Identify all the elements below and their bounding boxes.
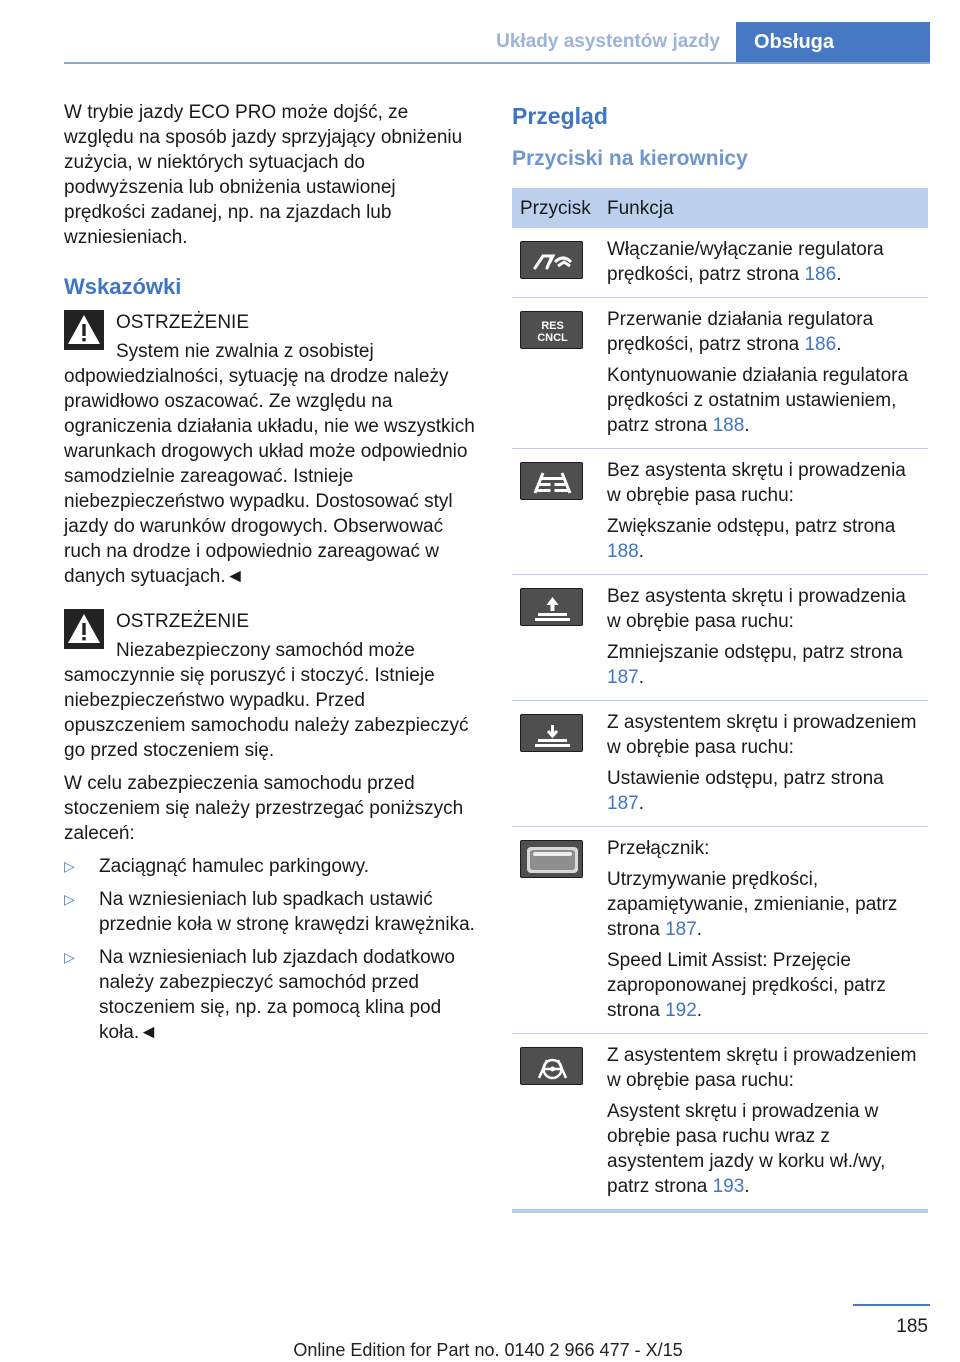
- edition-footer: Online Edition for Part no. 0140 2 966 477 - X/15: [293, 1340, 683, 1360]
- bullet-triangle-icon: ▷: [64, 858, 75, 874]
- page-reference-link[interactable]: 187: [607, 667, 639, 688]
- sentence-end: .: [836, 334, 842, 355]
- function-line: [607, 640, 920, 690]
- function-text: Utrzymywanie prędkości, zapamiętywanie, zmienianie, patrz strona: [607, 869, 898, 940]
- page-reference-link[interactable]: 193: [712, 1176, 745, 1197]
- function-line: [607, 307, 920, 357]
- sentence-end: .: [836, 264, 842, 285]
- warning-block-2: [64, 609, 478, 763]
- function-text: Z asystentem skrętu i prowadzeniem w obrębie pasa ruchu:: [607, 712, 917, 758]
- cruise-control-onoff-icon: [520, 241, 583, 279]
- function-text: Przerwanie działania regulatora prędkości, patrz strona: [607, 309, 874, 355]
- button-cell: [512, 1034, 599, 1212]
- bullet-list: [64, 854, 478, 1045]
- function-line: [607, 458, 920, 508]
- button-cell: [512, 575, 599, 701]
- table-row: [512, 228, 928, 298]
- page-reference-link[interactable]: 186: [804, 264, 837, 285]
- page-reference-link[interactable]: 192: [665, 1000, 697, 1021]
- page-reference-link[interactable]: 187: [607, 793, 639, 814]
- steering-buttons-table: [512, 188, 928, 1213]
- distance-increase-icon: [520, 462, 583, 500]
- table-row: [512, 827, 928, 1034]
- warning-triangle-icon: [64, 609, 104, 649]
- function-cell: [599, 827, 928, 1034]
- list-item: [64, 887, 478, 937]
- function-cell: [599, 575, 928, 701]
- sentence-end: .: [696, 1000, 703, 1021]
- function-cell: [599, 228, 928, 298]
- sentence-end: .: [744, 1176, 750, 1197]
- button-cell: [512, 701, 599, 827]
- warning-label: OSTRZEŻENIE: [116, 611, 250, 632]
- function-line: [607, 237, 920, 287]
- secure-intro-paragraph: W celu zabezpieczenia samochodu przed stoczeniem się należy przestrzegać poniższych zaleceń:: [64, 773, 464, 844]
- function-cell: [599, 701, 928, 827]
- left-column: [64, 100, 478, 1053]
- subheading-steering-buttons: Przyciski na kierownicy: [512, 147, 748, 170]
- function-text: Asystent skrętu i prowadzenia w obrębie pasa ruchu wraz z asystentem jazdy w korku wł./wy, patrz strona: [607, 1101, 886, 1197]
- function-text: Zmniejszanie odstępu, patrz strona: [607, 642, 903, 663]
- running-header-section: Układy asystentów jazdy: [496, 31, 720, 52]
- page-reference-link[interactable]: 188: [607, 541, 639, 562]
- footer-rule: [853, 1304, 930, 1306]
- icon-label-cncl: CNCL: [537, 332, 568, 344]
- sentence-end: .: [638, 793, 644, 814]
- function-text: Bez asystenta skrętu i prowadzenia w obrębie pasa ruchu:: [607, 460, 906, 506]
- function-cell: [599, 1034, 928, 1212]
- function-text: Przełącznik:: [607, 838, 710, 859]
- right-column: [512, 100, 928, 1213]
- table-row: [512, 1034, 928, 1212]
- res-cncl-icon: [520, 311, 583, 349]
- column-header-button: Przycisk: [512, 188, 599, 228]
- warning-text: System nie zwalnia z osobistej odpowiedzialności, sytuację na drodze należy prawidłowo oszacować. Ze względu na ograniczenia działania układu, nie we wszystkich warunkach drogowych układ może odpowiednio samodzielnie zareagować. Istnieje niebezpieczeństwo wypadku. Dostosować styl jazdy do warunków drogowych. Obserwować ruch na drodze i odpowiednio zareagować w danych sytuacjach.◄: [64, 341, 475, 587]
- rocker-switch-icon: [520, 840, 583, 878]
- distance-setting-icon: [520, 714, 583, 752]
- section-heading-wskazowki: Wskazówki: [64, 274, 182, 299]
- button-cell: [512, 449, 599, 575]
- list-item-text: Zaciągnąć hamulec parkingowy.: [99, 856, 370, 877]
- intro-paragraph: W trybie jazdy ECO PRO może dojść, ze względu na sposób jazdy sprzyjający obniżeniu zużycia, w niektórych sytuacjach do podwyższenia lub obniżenia ustawionej prędkości zadanej, np. na zjazdach lub wzniesieniach.: [64, 102, 463, 248]
- icon-label-res: RES: [541, 320, 564, 332]
- bullet-triangle-icon: ▷: [64, 949, 75, 965]
- bullet-triangle-icon: ▷: [64, 891, 75, 907]
- function-line: [607, 584, 920, 634]
- sentence-end: .: [638, 541, 644, 562]
- function-text: Kontynuowanie działania regulatora prędkości z ostatnim ustawieniem, patrz strona: [607, 365, 909, 436]
- steering-assistant-icon: [520, 1047, 583, 1085]
- table-row: [512, 449, 928, 575]
- button-cell: [512, 298, 599, 449]
- distance-decrease-icon: [520, 588, 583, 626]
- list-item: [64, 945, 478, 1045]
- table-header-row: [512, 188, 928, 228]
- sentence-end: .: [696, 919, 703, 940]
- function-text: Bez asystenta skrętu i prowadzenia w obrębie pasa ruchu:: [607, 586, 906, 632]
- page-reference-link[interactable]: 187: [665, 919, 697, 940]
- page-reference-link[interactable]: 186: [804, 334, 837, 355]
- function-line: [607, 836, 920, 861]
- function-text: Włączanie/wyłączanie regulatora prędkości, patrz strona: [607, 239, 884, 285]
- function-cell: [599, 298, 928, 449]
- function-line: [607, 1099, 920, 1199]
- button-cell: [512, 827, 599, 1034]
- button-cell: [512, 228, 599, 298]
- warning-block-1: [64, 310, 478, 589]
- sentence-end: .: [744, 415, 750, 436]
- list-item-text: Na wzniesieniach lub spadkach ustawić przednie koła w stronę krawędzi krawężnika.: [99, 889, 475, 935]
- function-line: [607, 1043, 920, 1093]
- function-line: [607, 710, 920, 760]
- section-heading-przeglad: Przegląd: [512, 103, 608, 129]
- function-cell: [599, 449, 928, 575]
- page-number: 185: [896, 1316, 928, 1337]
- function-text: Z asystentem skrętu i prowadzeniem w obrębie pasa ruchu:: [607, 1045, 917, 1091]
- function-line: [607, 363, 920, 438]
- sentence-end: .: [638, 667, 644, 688]
- running-header-tab: Obsługa: [736, 22, 930, 62]
- function-line: [607, 766, 920, 816]
- list-item-text: Na wzniesieniach lub zjazdach dodatkowo należy zabezpieczyć samochód przed stoczeniem się, np. za pomocą klina pod koła.◄: [99, 947, 455, 1043]
- column-header-function: Funkcja: [599, 188, 928, 228]
- function-line: [607, 948, 920, 1023]
- function-line: [607, 514, 920, 564]
- table-row: [512, 298, 928, 449]
- function-text: Zwiększanie odstępu, patrz strona: [607, 516, 896, 537]
- warning-label: OSTRZEŻENIE: [116, 312, 250, 333]
- function-text: Ustawienie odstępu, patrz strona: [607, 768, 884, 789]
- function-text: Speed Limit Assist: Przejęcie zaproponowanej prędkości, patrz strona: [607, 950, 886, 1021]
- page-reference-link[interactable]: 188: [712, 415, 745, 436]
- warning-triangle-icon: [64, 310, 104, 350]
- table-row: [512, 575, 928, 701]
- table-row: [512, 701, 928, 827]
- warning-text: Niezabezpieczony samochód może samoczynnie się poruszyć i stoczyć. Istnieje niebezpieczeństwo wypadku. Przed opuszczeniem samochodu należy zabezpieczyć go przed stoczeniem się.: [64, 640, 469, 761]
- function-line: [607, 867, 920, 942]
- header-rule: [64, 62, 930, 64]
- list-item: [64, 854, 478, 879]
